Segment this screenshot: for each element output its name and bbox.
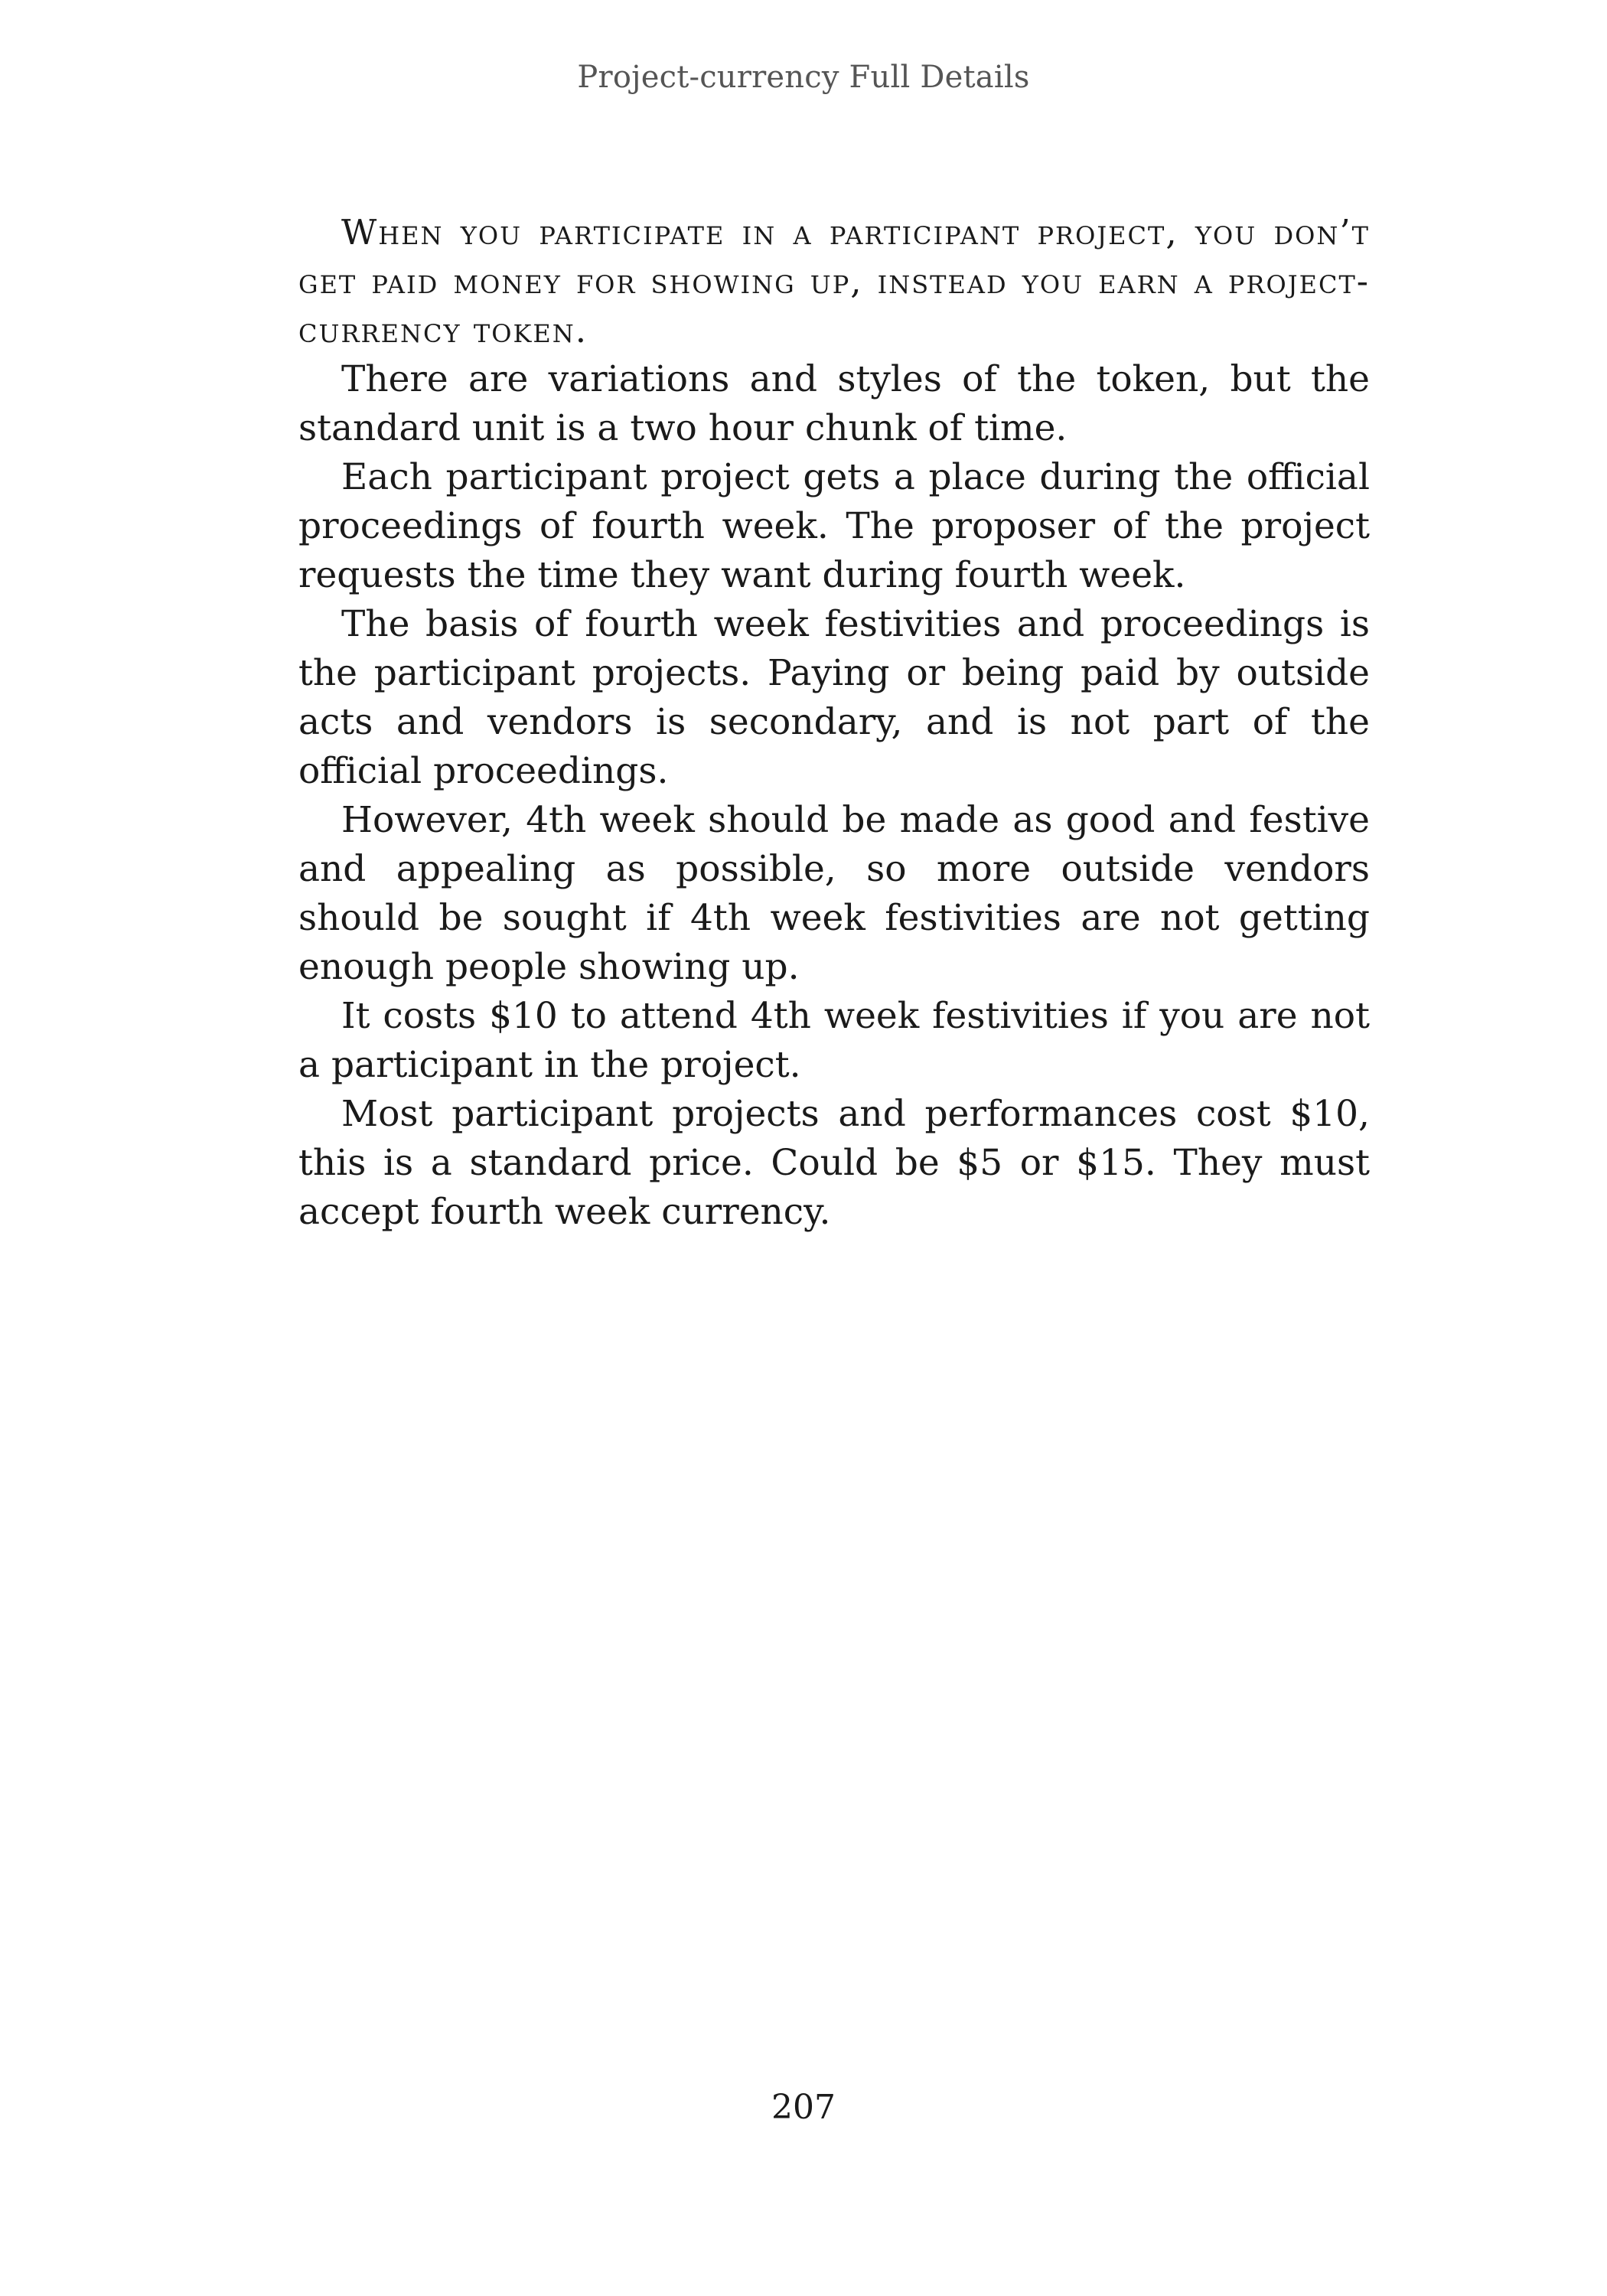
running-header: Project-currency Full Details	[577, 60, 1030, 95]
page-number: 207	[771, 2088, 836, 2127]
paragraph-lead: When you participate in a participant project, you don’t get paid money for showing up, instead you earn a project-currency token.	[298, 212, 1370, 351]
paragraph: There are variations and styles of the token, but the standard unit is a two hour chunk of time.	[298, 358, 1370, 449]
paragraph: It costs $10 to attend 4th week festivities if you are not a participant in the project.	[298, 995, 1370, 1086]
paragraph: The basis of fourth week festivities and proceedings is the participant projects. Paying or being paid by outside acts and vendors is secondary, and is not part of the official proceedings.	[298, 603, 1370, 792]
paragraph: However, 4th week should be made as good and festive and appealing as possible, so more outside vendors should be sought if 4th week festivities are not getting enough people showing up.	[298, 799, 1370, 988]
paragraph: Most participant projects and performances cost $10, this is a standard price. Could be $5 or $15. They must accept fourth week currency.	[298, 1093, 1370, 1233]
body-text	[298, 208, 1370, 1237]
paragraph: Each participant project gets a place during the official proceedings of fourth week. The proposer of the project requests the time they want during fourth week.	[298, 456, 1370, 596]
